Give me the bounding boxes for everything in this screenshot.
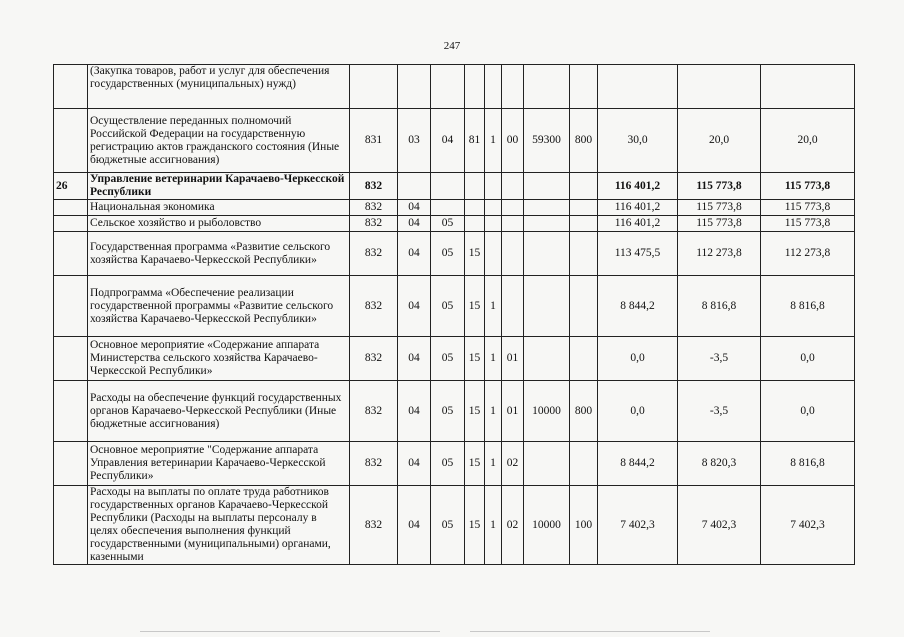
cell-y3 [761,65,855,109]
cell-ved: 832 [350,173,398,200]
cell-y3: 115 773,8 [761,200,855,216]
cell-y3: 7 402,3 [761,486,855,565]
cell-cs3: 02 [502,486,524,565]
cell-cs1: 15 [465,337,485,381]
cell-cs2: 1 [485,276,502,337]
cell-y2: -3,5 [678,381,761,442]
cell-cs1 [465,200,485,216]
cell-y2: 8 816,8 [678,276,761,337]
cell-cs1 [465,173,485,200]
cell-pr: 05 [431,232,465,276]
cell-y2: 115 773,8 [678,200,761,216]
cell-y1: 0,0 [598,337,678,381]
cell-y2 [678,65,761,109]
cell-vr [570,216,598,232]
scan-rule-right [470,631,710,632]
cell-ved: 832 [350,381,398,442]
cell-pr: 05 [431,337,465,381]
cell-pr: 05 [431,276,465,337]
cell-cs2: 1 [485,337,502,381]
cell-cs2 [485,65,502,109]
cell-vr [570,200,598,216]
table-row [54,442,855,486]
cell-y3: 0,0 [761,381,855,442]
budget-table [53,64,855,565]
cell-y2: 115 773,8 [678,216,761,232]
cell-name: Подпрограмма «Обеспечение реализации государственной программы «Развитие сельского хозяйства Карачаево-Черкесской Республики» [88,276,350,337]
cell-name: Национальная экономика [88,200,350,216]
cell-cs2: 1 [485,442,502,486]
cell-y1: 0,0 [598,381,678,442]
table-row [54,173,855,200]
cell-y2: 8 820,3 [678,442,761,486]
cell-vr [570,337,598,381]
cell-vr [570,65,598,109]
cell-name: Сельское хозяйство и рыболовство [88,216,350,232]
cell-y3: 115 773,8 [761,216,855,232]
cell-vr: 800 [570,381,598,442]
cell-name: Основное мероприятие «Содержание аппарата Министерства сельского хозяйства Карачаево-Черкесской Республики» [88,337,350,381]
table-row [54,276,855,337]
cell-y1: 30,0 [598,109,678,173]
table-row [54,109,855,173]
cell-rz [398,173,431,200]
cell-vr [570,232,598,276]
cell-num [54,65,88,109]
cell-rz: 04 [398,232,431,276]
cell-y3: 112 273,8 [761,232,855,276]
table-row [54,216,855,232]
cell-y3: 115 773,8 [761,173,855,200]
cell-cs3: 01 [502,381,524,442]
cell-vr [570,276,598,337]
cell-cs3 [502,65,524,109]
cell-y1: 8 844,2 [598,442,678,486]
cell-y1: 113 475,5 [598,232,678,276]
cell-cs4: 10000 [524,381,570,442]
cell-vr [570,173,598,200]
cell-cs2 [485,232,502,276]
table-row [54,65,855,109]
cell-ved: 832 [350,232,398,276]
cell-vr [570,442,598,486]
cell-num [54,216,88,232]
cell-pr: 05 [431,381,465,442]
table-row [54,232,855,276]
cell-num [54,337,88,381]
cell-rz: 04 [398,276,431,337]
cell-y1: 116 401,2 [598,200,678,216]
cell-pr: 05 [431,216,465,232]
table-row [54,381,855,442]
cell-cs2 [485,200,502,216]
cell-pr [431,200,465,216]
cell-num [54,200,88,216]
cell-ved: 832 [350,200,398,216]
cell-cs2: 1 [485,109,502,173]
cell-num [54,232,88,276]
cell-cs1: 15 [465,276,485,337]
cell-rz: 04 [398,442,431,486]
cell-cs4: 10000 [524,486,570,565]
cell-pr: 05 [431,442,465,486]
cell-vr: 800 [570,109,598,173]
cell-cs3 [502,216,524,232]
cell-cs1 [465,65,485,109]
cell-cs2 [485,173,502,200]
cell-ved: 832 [350,486,398,565]
cell-num: 26 [54,173,88,200]
cell-ved [350,65,398,109]
cell-cs1: 15 [465,381,485,442]
cell-cs1: 81 [465,109,485,173]
cell-ved: 832 [350,442,398,486]
cell-y3: 20,0 [761,109,855,173]
cell-cs4 [524,216,570,232]
cell-num [54,442,88,486]
cell-cs1 [465,216,485,232]
cell-rz: 04 [398,216,431,232]
cell-rz: 04 [398,486,431,565]
cell-cs4 [524,276,570,337]
cell-cs3 [502,232,524,276]
cell-pr [431,65,465,109]
cell-cs4 [524,337,570,381]
cell-name: Основное мероприятие "Содержание аппарата Управления ветеринарии Карачаево-Черкесской Республики» [88,442,350,486]
cell-cs4 [524,200,570,216]
cell-name: (Закупка товаров, работ и услуг для обеспечения государственных (муниципальных) нужд) [88,65,350,109]
cell-cs3: 00 [502,109,524,173]
cell-y2: 115 773,8 [678,173,761,200]
page-number: 247 [443,40,461,52]
cell-y1: 8 844,2 [598,276,678,337]
cell-name: Управление ветеринарии Карачаево-Черкесской Республики [88,173,350,200]
cell-cs4 [524,442,570,486]
cell-pr [431,173,465,200]
cell-cs3 [502,200,524,216]
cell-ved: 832 [350,337,398,381]
cell-y1: 116 401,2 [598,173,678,200]
cell-num [54,276,88,337]
cell-vr: 100 [570,486,598,565]
cell-cs3: 01 [502,337,524,381]
table-row [54,337,855,381]
cell-cs1: 15 [465,232,485,276]
cell-cs3: 02 [502,442,524,486]
cell-pr: 05 [431,486,465,565]
cell-name: Расходы на выплаты по оплате труда работников государственных органов Карачаево-Черкесской Республики (Расходы на выплаты персоналу в целях обеспечения выполнения функций государственными (муниципальными) органами, казенными [88,486,350,565]
cell-cs4 [524,173,570,200]
cell-y2: 7 402,3 [678,486,761,565]
cell-y1: 116 401,2 [598,216,678,232]
cell-rz: 04 [398,381,431,442]
cell-cs1: 15 [465,442,485,486]
table-row [54,200,855,216]
cell-name: Государственная программа «Развитие сельского хозяйства Карачаево-Черкесской Республики» [88,232,350,276]
cell-y2: 20,0 [678,109,761,173]
cell-y3: 8 816,8 [761,442,855,486]
cell-cs3 [502,173,524,200]
cell-num [54,381,88,442]
cell-cs2 [485,216,502,232]
cell-ved: 832 [350,276,398,337]
cell-cs4 [524,232,570,276]
cell-cs2: 1 [485,486,502,565]
cell-pr: 04 [431,109,465,173]
cell-ved: 831 [350,109,398,173]
cell-num [54,486,88,565]
scan-rule-left [140,631,440,632]
cell-y3: 8 816,8 [761,276,855,337]
cell-rz [398,65,431,109]
cell-cs1: 15 [465,486,485,565]
cell-y3: 0,0 [761,337,855,381]
cell-cs4 [524,65,570,109]
cell-y2: 112 273,8 [678,232,761,276]
cell-y1: 7 402,3 [598,486,678,565]
table-row [54,486,855,565]
cell-cs2: 1 [485,381,502,442]
cell-rz: 04 [398,200,431,216]
cell-cs3 [502,276,524,337]
cell-name: Осуществление переданных полномочий Российской Федерации на государственную регистрацию актов гражданского состояния (Иные бюджетные ассигнования) [88,109,350,173]
cell-rz: 03 [398,109,431,173]
cell-cs4: 59300 [524,109,570,173]
cell-rz: 04 [398,337,431,381]
cell-ved: 832 [350,216,398,232]
cell-y1 [598,65,678,109]
cell-name: Расходы на обеспечение функций государственных органов Карачаево-Черкесской Республики (Иные бюджетные ассигнования) [88,381,350,442]
cell-num [54,109,88,173]
cell-y2: -3,5 [678,337,761,381]
